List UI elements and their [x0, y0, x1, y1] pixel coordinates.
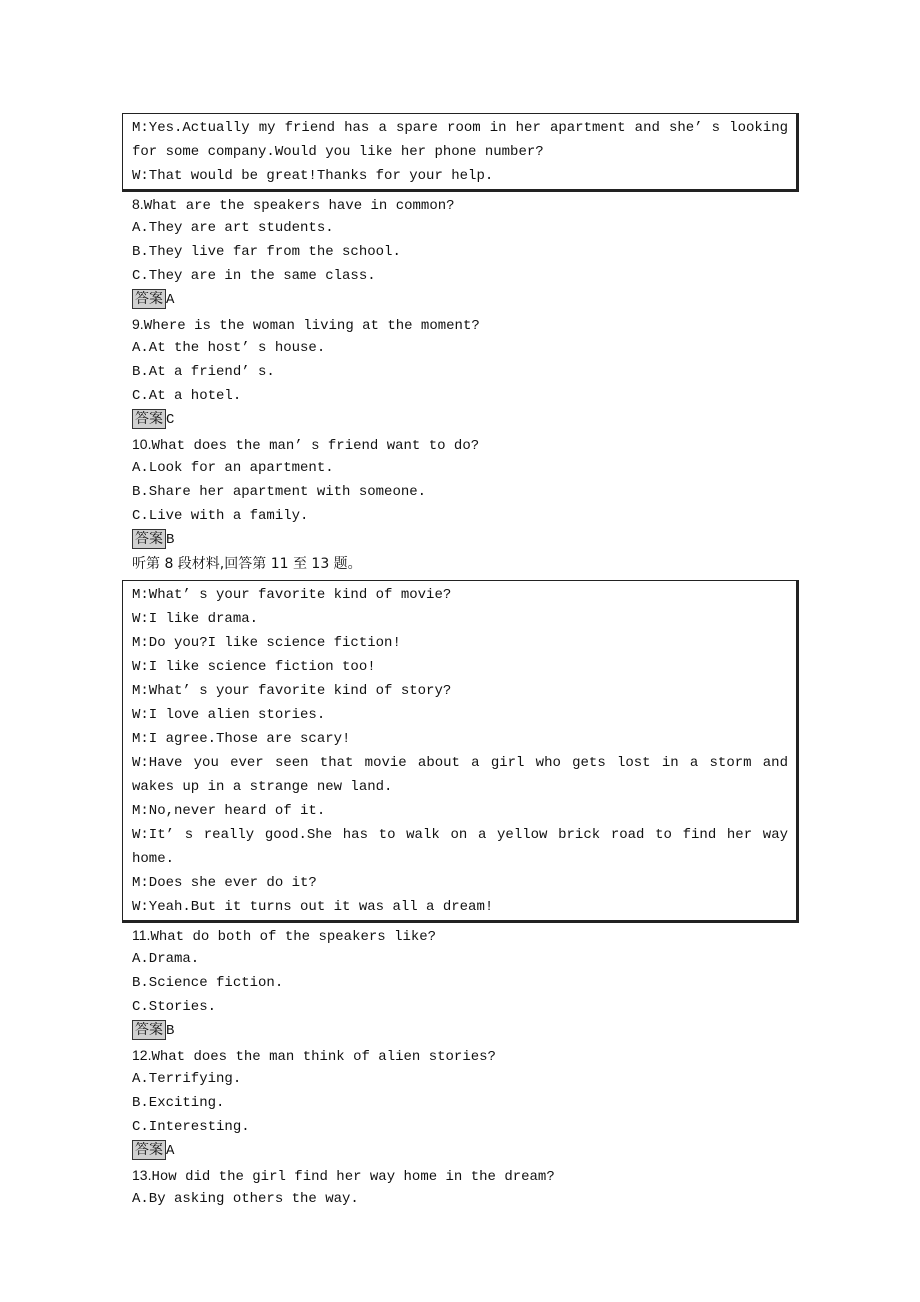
answer-badge: 答案	[132, 409, 166, 429]
dialogue-line: W:I like science fiction too!	[132, 659, 376, 675]
answer-value: B	[166, 1023, 175, 1039]
section-instruction: 听第 8 段材料,回答第 11 至 13 题。	[132, 556, 362, 572]
answer-badge: 答案	[132, 1140, 166, 1160]
answer-row	[122, 408, 799, 432]
dialogue-line: M:Yes.Actually my friend has a spare room in her apartment and she’ s looking for some company.Would you like her phone number?	[132, 120, 788, 160]
question-stem	[122, 192, 799, 216]
question-text: What does the man’ s friend want to do?	[151, 438, 480, 454]
dialogue-line: M:Does she ever do it?	[132, 875, 317, 891]
question-number: 13.	[132, 1167, 152, 1183]
answer-row	[122, 1019, 799, 1043]
answer-value: C	[166, 412, 175, 428]
answer-option: B.At a friend’ s.	[132, 364, 275, 380]
question-text: What does the man think of alien stories?	[151, 1049, 496, 1065]
question-stem	[122, 432, 799, 456]
answer-option: A.At the host’ s house.	[132, 340, 326, 356]
question-group-1	[122, 192, 799, 552]
dialogue-line: M:No,never heard of it.	[132, 803, 326, 819]
answer-option: B.Science fiction.	[132, 975, 284, 991]
dialogue-line: M:Do you?I like science fiction!	[132, 635, 401, 651]
question-stem	[122, 923, 799, 947]
answer-option: A.Terrifying.	[132, 1071, 242, 1087]
answer-row	[122, 288, 799, 312]
question-number: 12.	[132, 1047, 152, 1063]
question-text: What do both of the speakers like?	[150, 929, 437, 945]
dialogue-line: W:I love alien stories.	[132, 707, 326, 723]
answer-option: A.By asking others the way.	[132, 1191, 359, 1207]
answer-option: C.Live with a family.	[132, 508, 309, 524]
answer-badge: 答案	[132, 289, 166, 309]
question-stem	[122, 312, 799, 336]
question-group-2	[122, 923, 799, 1211]
dialogue-line: W:I like drama.	[132, 611, 259, 627]
answer-row	[122, 528, 799, 552]
dialogue-box-1	[122, 113, 799, 192]
answer-option: A.They are art students.	[132, 220, 334, 236]
answer-option: B.They live far from the school.	[132, 244, 401, 260]
question-stem	[122, 1043, 799, 1067]
document-content	[122, 113, 799, 1211]
answer-value: A	[166, 292, 175, 308]
answer-value: A	[166, 1143, 175, 1159]
dialogue-line: W:That would be great!Thanks for your help.	[132, 168, 494, 184]
answer-option: A.Look for an apartment.	[132, 460, 334, 476]
dialogue-box-2	[122, 580, 799, 923]
answer-option: C.At a hotel.	[132, 388, 242, 404]
question-text: How did the girl find her way home in the dream?	[151, 1169, 555, 1185]
question-number: 10.	[132, 436, 152, 452]
answer-badge: 答案	[132, 1020, 166, 1040]
dialogue-line: W:Have you ever seen that movie about a girl who gets lost in a storm and wakes up in a strange new land.	[132, 755, 788, 795]
question-number: 8.	[132, 196, 144, 212]
dialogue-line: M:What’ s your favorite kind of story?	[132, 683, 452, 699]
question-text: What are the speakers have in common?	[143, 198, 455, 214]
question-text: Where is the woman living at the moment?	[143, 318, 480, 334]
answer-option: C.Interesting.	[132, 1119, 250, 1135]
answer-option: C.Stories.	[132, 999, 217, 1015]
answer-row	[122, 1139, 799, 1163]
question-number: 11.	[132, 927, 151, 943]
answer-option: B.Exciting.	[132, 1095, 225, 1111]
answer-option: A.Drama.	[132, 951, 200, 967]
dialogue-line: M:What’ s your favorite kind of movie?	[132, 587, 452, 603]
dialogue-line: W:It’ s really good.She has to walk on a yellow brick road to find her way home.	[132, 827, 788, 867]
question-number: 9.	[132, 316, 144, 332]
dialogue-line: M:I agree.Those are scary!	[132, 731, 351, 747]
answer-option: B.Share her apartment with someone.	[132, 484, 427, 500]
answer-option: C.They are in the same class.	[132, 268, 376, 284]
answer-badge: 答案	[132, 529, 166, 549]
answer-value: B	[166, 532, 175, 548]
question-stem	[122, 1163, 799, 1187]
dialogue-line: W:Yeah.But it turns out it was all a dream!	[132, 899, 494, 915]
